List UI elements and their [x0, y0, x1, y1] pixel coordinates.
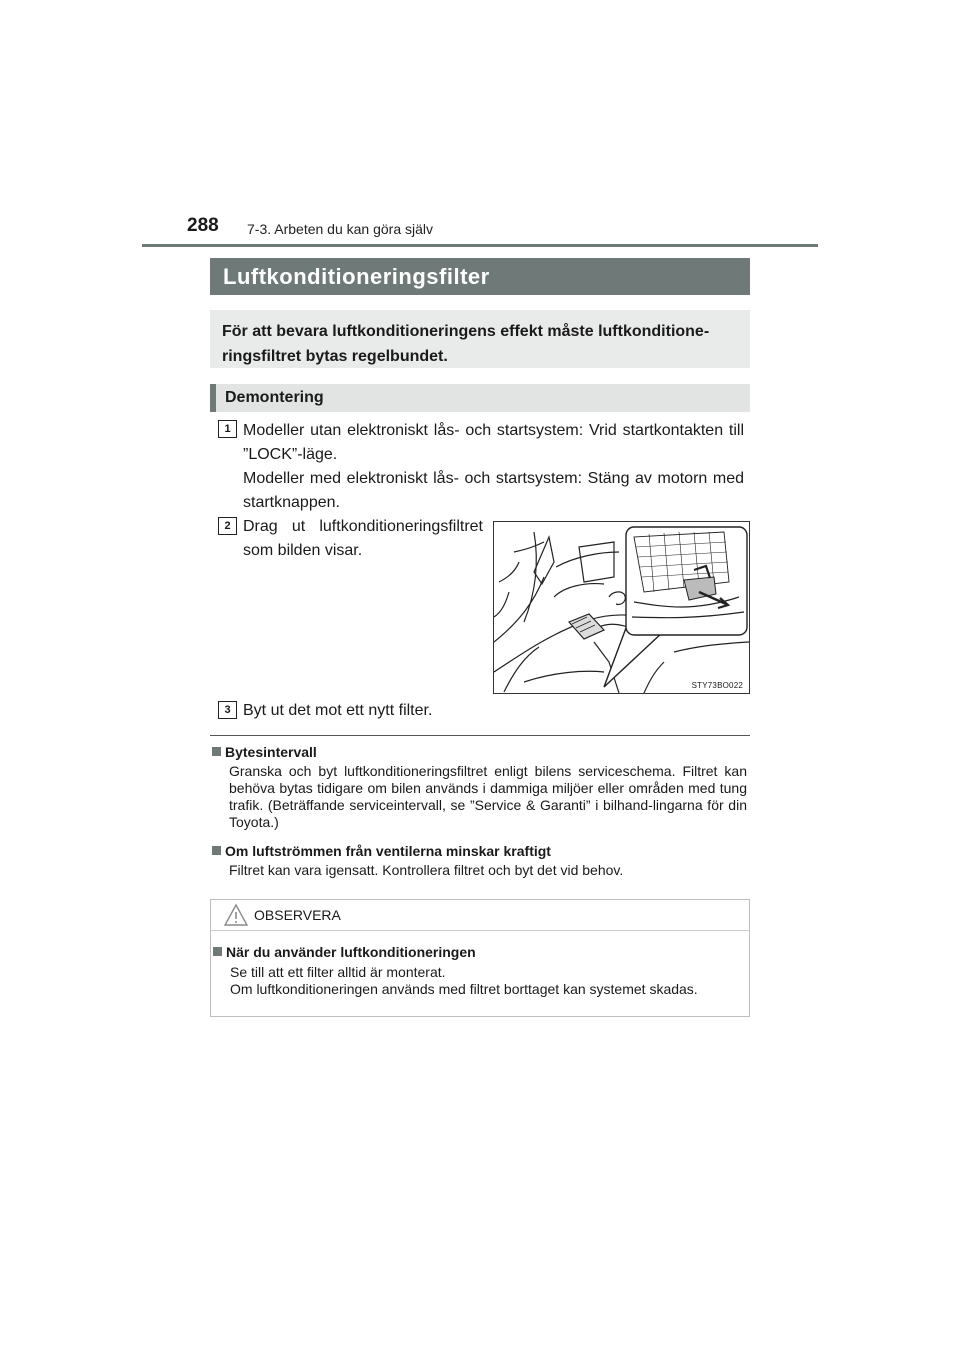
step-number-2: 2 — [218, 517, 237, 535]
note-bytesintervall — [212, 743, 747, 831]
step-1-text-b: Modeller med elektroniskt lås- och startsystem: Stäng av motorn med startknappen. — [243, 470, 744, 511]
warning-triangle-icon — [223, 903, 249, 927]
intro-box: För att bevara luftkonditioneringens effekt måste luftkonditione-ringsfiltret bytas regelbundet. — [210, 310, 750, 368]
page-number: 288 — [187, 215, 219, 236]
notice-title: När du använder luftkonditioneringen — [213, 943, 743, 961]
note-title: Bytesintervall — [212, 743, 747, 761]
notice-line-1: Se till att ett filter alltid är monterat. — [230, 964, 446, 980]
step-3-text: Byt ut det mot ett nytt filter. — [243, 702, 433, 719]
square-bullet-icon — [212, 747, 221, 756]
illustration-filter-removal — [493, 521, 750, 694]
notice-content — [213, 943, 743, 998]
section-divider — [210, 735, 750, 736]
step-number-1: 1 — [218, 420, 237, 438]
notice-divider — [211, 930, 749, 931]
step-2-text: Drag ut luftkonditioneringsfiltret som bilden visar. — [243, 518, 483, 559]
page-title: Luftkonditioneringsfilter — [210, 258, 750, 295]
notice-line-2: Om luftkonditioneringen används med filtret borttaget kan systemet skadas. — [230, 981, 698, 997]
note-body: Filtret kan vara igensatt. Kontrollera filtret och byt det vid behov. — [229, 862, 624, 878]
section-heading: Demontering — [210, 384, 750, 412]
square-bullet-icon — [213, 947, 222, 956]
note-luftstromning — [212, 842, 747, 879]
note-title: Om luftströmmen från ventilerna minskar kraftigt — [212, 842, 747, 860]
header-rule — [142, 244, 818, 247]
running-head: 7-3. Arbeten du kan göra själv — [247, 221, 434, 237]
notice-box — [210, 899, 750, 1017]
note-body: Granska och byt luftkonditioneringsfiltret enligt bilens serviceschema. Filtret kan behöva bytas tidigare om bilen används i dammiga miljöer eller områden med tung trafik. (Beträffande serviceintervall, se ”Service & Garanti” i bilhand-lingarna för din Toyota.) — [229, 763, 747, 830]
figure-code: STY73BO022 — [691, 681, 743, 690]
step-1-text-a: Modeller utan elektroniskt lås- och startsystem: Vrid startkontakten till ”LOCK”-läge. — [243, 422, 744, 463]
notice-label: OBSERVERA — [254, 907, 341, 923]
step-number-3: 3 — [218, 701, 237, 719]
square-bullet-icon — [212, 846, 221, 855]
dashboard-illustration — [494, 522, 749, 693]
